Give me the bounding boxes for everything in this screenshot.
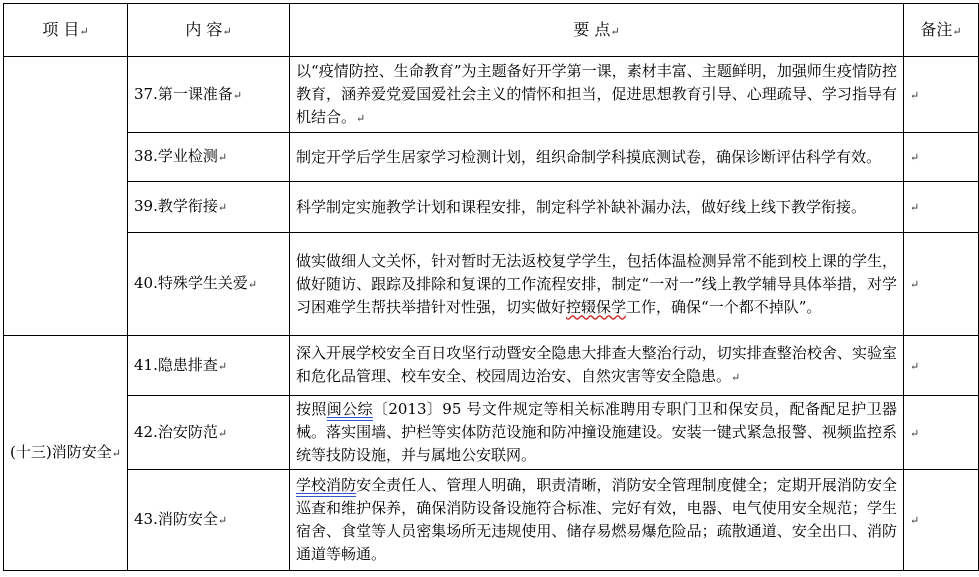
table-row [4,182,979,233]
item-cell: (十三)消防安全↵ [4,336,128,571]
header-points [290,4,904,57]
remark-cell [904,133,979,182]
remark-cell [904,470,979,571]
paragraph-mark: ↵ [356,111,366,125]
points-cell: 学校消防安全责任人、管理人明确，职责清晰，消防安全管理制度健全；定期开展消防安全巡查和维护保养，确保消防设备设施符合标准、完好有效，电器、电气使用安全规范；学生宿舍、食堂等人员密集场所无违规使用、储存易燃易爆危险品；疏散通道、安全出口、消防通道等畅通。 [290,470,904,571]
content-cell: 37.第一课准备↵ [128,57,290,133]
paragraph-mark: ↵ [111,447,121,460]
requirements-table [3,3,979,571]
paragraph-mark: ↵ [247,278,258,291]
paragraph-mark: ↵ [217,359,228,373]
paragraph-mark: ↵ [910,201,920,214]
remark-cell [904,182,979,233]
paragraph-mark: ↵ [222,24,232,38]
table-row [4,133,979,182]
points-cell: 做实做细人文关怀，针对暂时无法返校复学学生，包括体温检测异常不能到校上课的学生，做好随访、跟踪及排除和复课的工作流程安排，制定“一对一”线上教学辅导具体举措，对学习困难学生帮扶举措针对性强，切实做好控辍保学工作，确保“一个都不掉队”。 [290,233,904,336]
table-row [4,233,979,336]
spellcheck-underline: 学校消防 [296,476,357,494]
points-cell: 科学制定实施教学计划和课程安排，制定科学补缺补漏办法，做好线上线下教学衔接。 [290,182,904,233]
content-cell: 41.隐患排查↵ [128,336,290,396]
paragraph-mark: ↵ [217,201,228,214]
content-cell: 43.消防安全↵ [128,470,290,571]
paragraph-mark: ↵ [910,151,920,164]
points-cell: 制定开学后学生居家学习检测计划，组织命制学科摸底测试卷，确保诊断评估科学有效。 [290,133,904,182]
header-points-label: 要 点 [573,19,611,39]
points-cell: 以“疫情防控、生命教育”为主题备好开学第一课，素材丰富、主题鲜明，加强师生疫情防控教育，涵养爱党爱国爱社会主义的情怀和担当，促进思想教育引导、心理疏导、学习指导有机结合。↵ [290,57,904,133]
paragraph-mark: ↵ [232,88,243,102]
paragraph-mark: ↵ [610,24,620,38]
paragraph-mark: ↵ [910,426,920,440]
table-row [4,396,979,470]
paragraph-mark: ↵ [952,24,962,38]
table-row [4,336,979,396]
paragraph-mark: ↵ [217,426,228,440]
paragraph-mark: ↵ [910,278,920,291]
content-cell: 39.教学衔接↵ [128,182,290,233]
points-cell: 按照闽公综〔2013〕95 号文件规定等相关标准聘用专职门卫和保安员，配备配足护卫器械。落实围墙、护栏等实体防范设施和防冲撞设施建设。安装一键式紧急报警、视频监控系统等技防设施，并与属地公安联网。 [290,396,904,470]
header-item [4,4,128,57]
paragraph-mark: ↵ [910,88,920,102]
item-cell-empty [4,57,128,336]
content-cell: 40.特殊学生关爱↵ [128,233,290,336]
spellcheck-underline: 控辍保学 [566,297,627,316]
spellcheck-underline: 闽公综 [326,400,373,418]
content-cell: 38.学业检测↵ [128,133,290,182]
header-content [128,4,290,57]
paragraph-mark: ↵ [217,514,228,527]
remark-cell [904,336,979,396]
paragraph-mark: ↵ [217,151,228,164]
header-content-label: 内 容 [185,19,223,39]
remark-cell [904,57,979,133]
content-cell: 42.治安防范↵ [128,396,290,470]
header-remark-label: 备注 [920,19,953,39]
header-remark [904,4,979,57]
remark-cell [904,396,979,470]
paragraph-mark: ↵ [731,371,741,384]
paragraph-mark: ↵ [79,24,89,38]
paragraph-mark: ↵ [910,514,920,527]
table-header-row [4,4,979,57]
remark-cell [904,233,979,336]
table-row [4,57,979,133]
points-cell: 深入开展学校安全百日攻坚行动暨安全隐患大排查大整治行动，切实排查整治校舍、实验室和危化品管理、校车安全、校园周边治安、自然灾害等安全隐患。↵ [290,336,904,396]
paragraph-mark: ↵ [910,359,920,373]
table-row [4,470,979,571]
header-item-label: 项 目 [42,19,80,39]
